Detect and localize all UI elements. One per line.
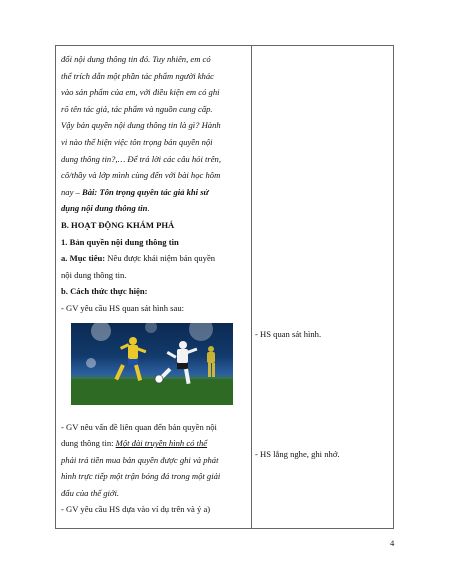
student-listen: - HS lắng nghe, ghi nhớ. [255,449,340,459]
football-photo [71,323,233,405]
lesson-title: Bài: Tôn trọng quyền tác giả khi sử [82,186,209,197]
step-problem-quote: Một đài truyền hình có thể [115,438,208,449]
lesson-title-end: . [147,203,150,214]
step-example: - GV yêu cầu HS dựa vào ví dụ trên và ý a) [61,504,211,515]
step-problem-prefix: dung thông tin: [61,438,116,449]
student-observe: - HS quan sát hình. [255,329,322,339]
method-label: b. Cách thức thực hiện: [61,286,148,297]
intro-line-last [61,184,248,201]
intro-line: Vậy bản quyền nội dung thông tin là gì? Hành [61,120,221,131]
step-problem-quote-2: phải trả tiền mua bản quyền được ghi và phát [61,454,219,465]
goal-label: a. Mục tiêu: [61,253,106,264]
column-divider [251,46,252,528]
teacher-activity-column [61,51,248,518]
intro-line: dung thông tin?,… Để trả lời các câu hỏi trên, [61,153,221,164]
subsection-heading: 1. Bản quyền nội dung thông tin [61,236,179,247]
intro-line: cô/thầy và lớp mình cùng đến với bài học hôm [61,170,221,181]
lesson-table [55,45,394,529]
intro-line: vi nào thể hiện việc tôn trọng bản quyền nội [61,136,213,147]
intro-line: rõ tên tác giả, tác phẩm và nguồn cung cấp. [61,103,213,114]
step-observe: - GV yêu cầu HS quan sát hình sau: [61,302,184,313]
intro-prefix: nay – [61,186,83,197]
football-players-illustration [71,323,233,405]
section-heading: B. HOẠT ĐỘNG KHÁM PHÁ [61,219,175,230]
goal-line [61,250,248,267]
step-problem-quote-3: hình trực tiếp một trận bóng đá trong một giải [61,471,221,482]
step-problem-quote-4: đấu của thế giới. [61,487,120,498]
intro-line: vào sản phẩm của em, với điều kiện em có ghi [61,87,220,98]
goal-line-2: nội dung thông tin. [61,269,127,280]
intro-line: thể trích dẫn một phần tác phẩm người khác [61,70,214,81]
goal-text: Nêu được khái niệm bản quyền [105,253,216,264]
lesson-title-cont: dụng nội dung thông tin [61,203,148,214]
intro-line: đối nội dung thông tin đó. Tuy nhiên, em có [61,54,211,64]
page-number: 4 [390,538,395,548]
step-problem: - GV nêu vấn đề liên quan đến bản quyền nội [61,421,217,432]
step-problem-line2 [61,435,248,452]
lesson-title-line2 [61,200,248,217]
